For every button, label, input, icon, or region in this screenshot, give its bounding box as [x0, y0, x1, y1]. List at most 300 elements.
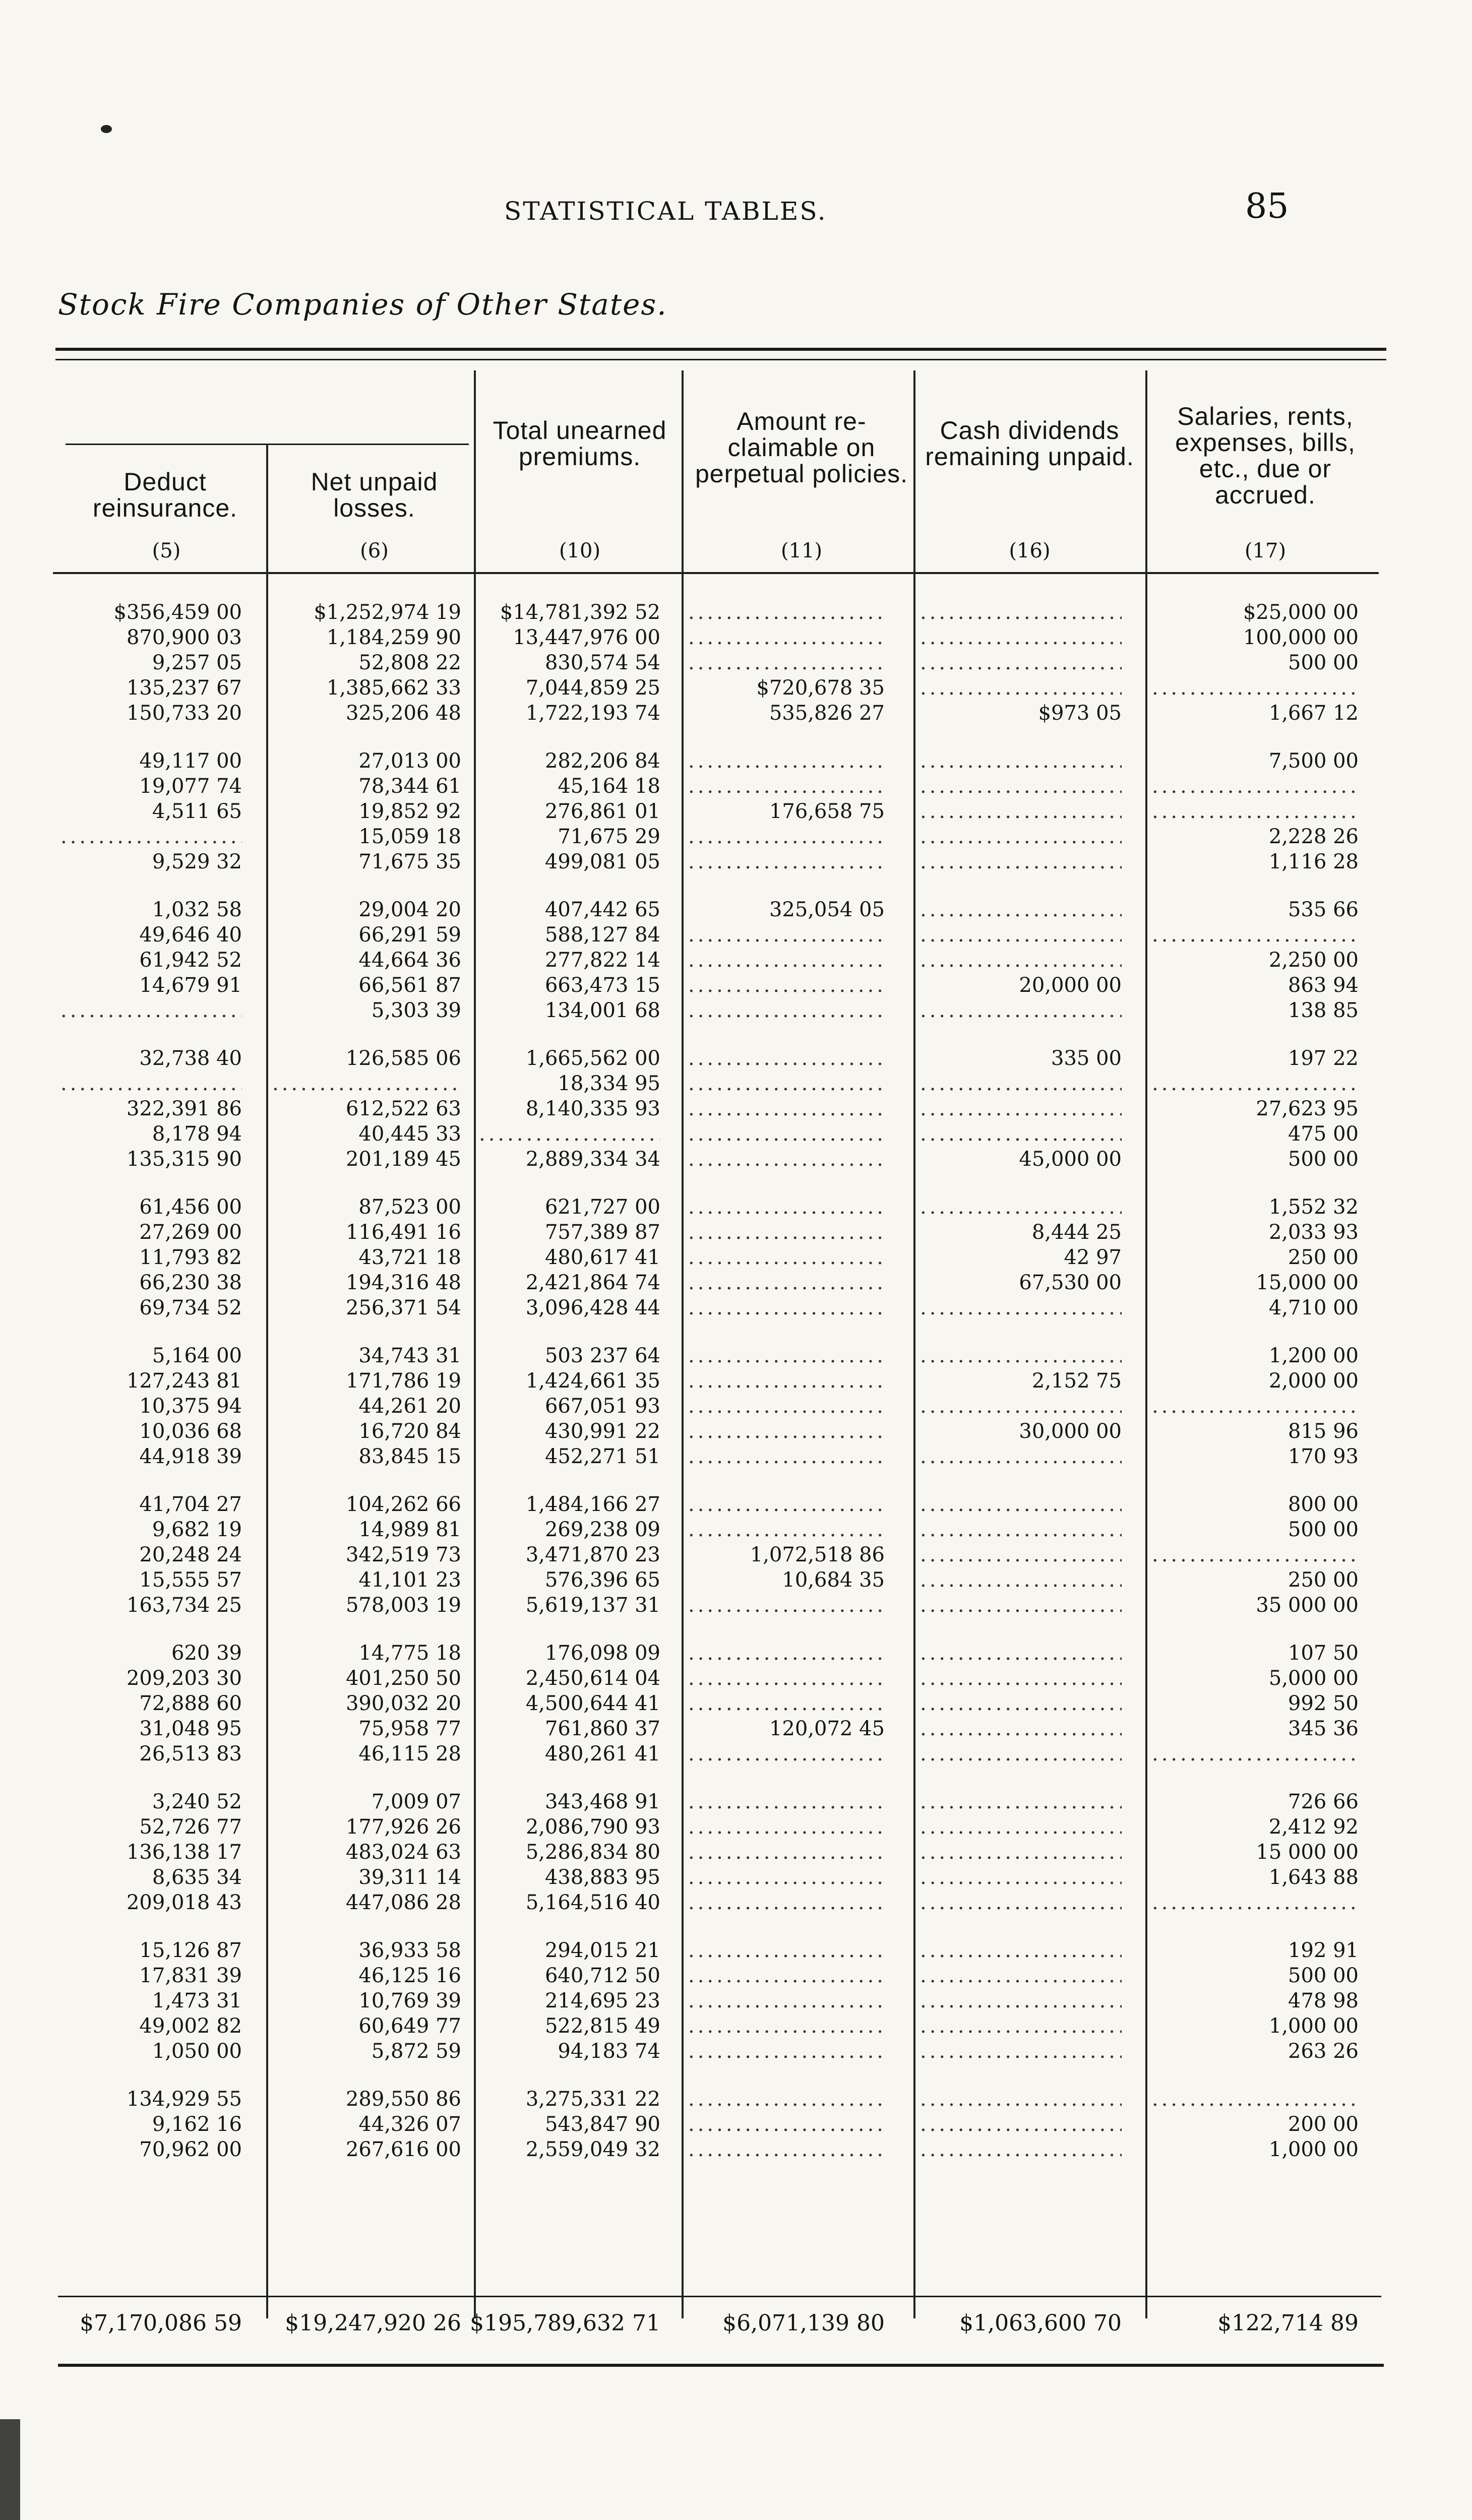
table-cell: 342,519 73 — [345, 1543, 461, 1566]
column-number-5: (5) — [152, 539, 181, 562]
table-cell: 127,243 81 — [126, 1369, 242, 1393]
table-cell: 263 26 — [1288, 2040, 1359, 2063]
column-header-17: Salaries, rents, expenses, bills, etc., due or accrued. — [1175, 402, 1356, 509]
table-cell — [920, 1789, 1122, 1814]
table-cell: 138 85 — [1288, 999, 1359, 1022]
table-cell: 7,500 00 — [1268, 749, 1359, 773]
table-cell: 20,000 00 — [1019, 974, 1122, 997]
table-cell: 2,250 00 — [1268, 949, 1359, 972]
table-cell: 41,704 27 — [139, 1493, 242, 1516]
table-row — [0, 1741, 1472, 1767]
table-cell: 500 00 — [1288, 651, 1359, 674]
table-cell — [920, 1963, 1122, 1988]
table-body — [0, 600, 1472, 2303]
table-cell: $356,459 00 — [113, 601, 242, 624]
table-cell: 9,162 16 — [152, 2113, 242, 2136]
table-cell — [688, 774, 885, 799]
table-cell — [920, 1865, 1122, 1890]
table-cell: 35 000 00 — [1256, 1594, 1359, 1617]
table-cell: 256,371 54 — [345, 1296, 461, 1319]
table-row — [0, 1245, 1472, 1270]
table-cell — [688, 1963, 885, 1988]
table-row — [0, 2112, 1472, 2137]
table-row — [0, 1789, 1472, 1814]
table-cell: 4,710 00 — [1268, 1296, 1359, 1319]
table-cell: 78,344 61 — [358, 775, 461, 798]
table-cell: 522,815 49 — [544, 2014, 660, 2038]
table-cell: $14,781,392 52 — [500, 601, 660, 624]
table-cell: 1,484,166 27 — [525, 1493, 660, 1516]
table-cell: 61,456 00 — [139, 1195, 242, 1219]
table-cell — [60, 824, 242, 849]
table-row — [0, 1890, 1472, 1915]
table-cell — [688, 1343, 885, 1368]
table-cell — [920, 1691, 1122, 1716]
table-cell: 120,072 45 — [769, 1717, 885, 1740]
total-cell: $122,714 89 — [1217, 2310, 1359, 2336]
table-cell: 1,385,662 33 — [326, 676, 461, 700]
table-cell: 830,574 54 — [544, 651, 660, 674]
table-cell — [920, 774, 1122, 799]
table-cell: 15 000 00 — [1256, 1841, 1359, 1864]
table-cell — [688, 1641, 885, 1666]
table-cell — [1152, 1394, 1359, 1419]
table-cell — [920, 2087, 1122, 2112]
table-cell: 5,164 00 — [152, 1344, 242, 1367]
table-row — [0, 600, 1472, 625]
table-cell: 2,450,614 04 — [525, 1667, 660, 1690]
table-cell: 32,738 40 — [139, 1047, 242, 1070]
table-cell — [1152, 1741, 1359, 1767]
table-cell: 8,178 94 — [152, 1122, 242, 1146]
table-cell — [688, 1865, 885, 1890]
table-cell: 3,275,331 22 — [525, 2088, 660, 2111]
table-cell: 8,140,335 93 — [525, 1097, 660, 1120]
table-cell — [920, 1840, 1122, 1865]
table-cell: 543,847 90 — [544, 2113, 660, 2136]
table-cell: 9,682 19 — [152, 1518, 242, 1541]
table-cell: 478 98 — [1288, 1989, 1359, 2012]
table-row — [0, 2137, 1472, 2162]
table-cell: 71,675 35 — [358, 850, 461, 873]
table-cell: 277,822 14 — [544, 949, 660, 972]
table-cell — [920, 600, 1122, 625]
column-number-10: (10) — [559, 539, 601, 562]
table-cell: 401,250 50 — [345, 1667, 461, 1690]
table-cell — [60, 1071, 242, 1096]
table-cell: 49,117 00 — [139, 749, 242, 773]
table-cell: 535,826 27 — [769, 702, 885, 725]
table-cell: 2,152 75 — [1031, 1369, 1122, 1393]
table-cell: 2,000 00 — [1268, 1369, 1359, 1393]
table-row — [0, 1046, 1472, 1071]
table-row — [0, 1593, 1472, 1618]
table-row — [0, 1517, 1472, 1542]
table-cell: 2,086,790 93 — [525, 1815, 660, 1839]
table-cell: 390,032 20 — [345, 1692, 461, 1715]
table-cell: 40,445 33 — [358, 1122, 461, 1146]
table-cell: 757,389 87 — [544, 1221, 660, 1244]
table-cell: 10,769 39 — [358, 1989, 461, 2012]
table-cell: 75,958 77 — [358, 1717, 461, 1740]
table-cell: 483,024 63 — [345, 1841, 461, 1864]
table-cell — [688, 973, 885, 998]
table-cell: 200 00 — [1288, 2113, 1359, 2136]
table-cell — [1152, 675, 1359, 701]
table-cell — [920, 1567, 1122, 1593]
table-row — [0, 1419, 1472, 1444]
table-row — [0, 1641, 1472, 1666]
table-cell: 42 97 — [1064, 1246, 1122, 1269]
table-cell: 2,228 26 — [1268, 825, 1359, 848]
table-cell — [688, 1071, 885, 1096]
table-cell: 1,072,518 86 — [750, 1543, 885, 1566]
page-header — [0, 186, 1472, 247]
table-cell — [1152, 1542, 1359, 1567]
table-row — [0, 1716, 1472, 1741]
table-cell: 480,617 41 — [544, 1246, 660, 1269]
table-cell: 41,101 23 — [358, 1568, 461, 1592]
scan-speck — [101, 125, 112, 133]
page-number: 85 — [1245, 186, 1289, 226]
table-cell: 322,391 86 — [126, 1097, 242, 1120]
table-cell: 475 00 — [1288, 1122, 1359, 1146]
table-cell — [920, 1593, 1122, 1618]
table-cell — [688, 2112, 885, 2137]
table-cell: 66,561 87 — [358, 974, 461, 997]
table-cell — [688, 2087, 885, 2112]
bottom-rule — [58, 2364, 1384, 2367]
table-cell: 27,013 00 — [358, 749, 461, 773]
table-cell — [688, 1394, 885, 1419]
table-row — [0, 1368, 1472, 1394]
table-cell: 447,086 28 — [345, 1891, 461, 1914]
table-cell — [272, 1071, 461, 1096]
column-header-16: Cash dividends remaining unpaid. — [925, 416, 1134, 471]
table-cell: 36,933 58 — [358, 1939, 461, 1962]
table-cell: 499,081 05 — [544, 850, 660, 873]
table-cell: 15,126 87 — [139, 1939, 242, 1962]
table-cell — [688, 1517, 885, 1542]
table-cell: 209,203 30 — [126, 1667, 242, 1690]
table-cell: 250 00 — [1288, 1246, 1359, 1269]
table-cell: 27,623 95 — [1256, 1097, 1359, 1120]
table-row — [0, 897, 1472, 922]
table-cell — [920, 2013, 1122, 2039]
table-cell: 34,743 31 — [358, 1344, 461, 1367]
table-cell: 588,127 84 — [544, 923, 660, 947]
table-cell — [688, 1194, 885, 1220]
column-number-6: (6) — [360, 539, 389, 562]
table-cell: 282,206 84 — [544, 749, 660, 773]
table-cell — [920, 824, 1122, 849]
header-bottom-rule — [53, 572, 1379, 574]
column-header-5: Deduct reinsurance. — [92, 468, 238, 522]
table-cell: 7,044,859 25 — [525, 676, 660, 700]
table-cell — [920, 1741, 1122, 1767]
table-cell — [920, 922, 1122, 948]
table-cell: 1,424,661 35 — [525, 1369, 660, 1393]
table-row — [0, 1814, 1472, 1840]
table-row — [0, 948, 1472, 973]
table-cell: 480,261 41 — [544, 1742, 660, 1766]
table-cell — [920, 748, 1122, 774]
table-cell: 325,206 48 — [345, 702, 461, 725]
table-cell — [920, 1394, 1122, 1419]
table-cell — [1152, 2087, 1359, 2112]
table-row — [0, 625, 1472, 650]
column-header-6: Net unpaid losses. — [311, 468, 438, 522]
table-cell — [1152, 922, 1359, 948]
table-cell: 3,096,428 44 — [525, 1296, 660, 1319]
table-row — [0, 799, 1472, 824]
table-cell — [688, 1691, 885, 1716]
table-cell — [688, 600, 885, 625]
table-cell: 209,018 43 — [126, 1891, 242, 1914]
table-cell — [688, 1593, 885, 1618]
table-cell — [920, 650, 1122, 675]
table-cell: 992 50 — [1288, 1692, 1359, 1715]
table-cell: 13,447,976 00 — [513, 626, 660, 649]
table-cell: 176,658 75 — [769, 800, 885, 823]
table-cell: 49,002 82 — [139, 2014, 242, 2038]
table-cell — [688, 998, 885, 1023]
table-cell — [688, 1270, 885, 1295]
table-cell — [920, 1814, 1122, 1840]
table-cell: 30,000 00 — [1019, 1420, 1122, 1443]
table-cell: 2,889,334 34 — [525, 1148, 660, 1171]
table-cell: 72,888 60 — [139, 1692, 242, 1715]
table-row — [0, 922, 1472, 948]
table-cell — [920, 1343, 1122, 1368]
table-cell — [920, 799, 1122, 824]
table-cell: 5,000 00 — [1268, 1667, 1359, 1690]
table-cell — [688, 2013, 885, 2039]
table-cell: 44,664 36 — [358, 949, 461, 972]
table-cell: 4,500,644 41 — [525, 1692, 660, 1715]
table-cell: 9,257 05 — [152, 651, 242, 674]
table-cell: 276,861 01 — [544, 800, 660, 823]
table-cell: 26,513 83 — [139, 1742, 242, 1766]
total-cell: $195,789,632 71 — [470, 2310, 660, 2336]
table-cell: 8,635 34 — [152, 1866, 242, 1889]
table-cell — [920, 1938, 1122, 1963]
table-row — [0, 1567, 1472, 1593]
table-cell — [688, 1245, 885, 1270]
table-cell: 870,900 03 — [126, 626, 242, 649]
table-cell — [920, 1666, 1122, 1691]
table-cell — [920, 2039, 1122, 2064]
table-cell: 116,491 16 — [345, 1221, 461, 1244]
table-cell — [1152, 774, 1359, 799]
table-row — [0, 1121, 1472, 1147]
table-cell: 194,316 48 — [345, 1271, 461, 1294]
table-cell: 407,442 65 — [544, 898, 660, 921]
table-row — [0, 849, 1472, 874]
table-cell: 45,164 18 — [558, 775, 660, 798]
table-cell: 535 66 — [1288, 898, 1359, 921]
table-cell: 29,004 20 — [358, 898, 461, 921]
table-cell — [920, 625, 1122, 650]
table-row — [0, 2087, 1472, 2112]
table-cell — [688, 922, 885, 948]
table-cell: 1,000 00 — [1268, 2014, 1359, 2038]
table-cell — [688, 1295, 885, 1320]
table-cell — [688, 1368, 885, 1394]
table-cell — [688, 1096, 885, 1121]
table-cell — [920, 849, 1122, 874]
table-row — [0, 1071, 1472, 1096]
table-cell: $973 05 — [1038, 702, 1122, 725]
table-cell: 576,396 65 — [544, 1568, 660, 1592]
column-number-17: (17) — [1244, 539, 1286, 562]
table-cell: 1,667 12 — [1268, 702, 1359, 725]
table-cell: 177,926 26 — [345, 1815, 461, 1839]
top-rule — [55, 348, 1386, 351]
table-cell: 503 237 64 — [544, 1344, 660, 1367]
table-cell: 66,291 59 — [358, 923, 461, 947]
table-cell — [920, 1121, 1122, 1147]
table-cell: 815 96 — [1288, 1420, 1359, 1443]
table-cell: 14,775 18 — [358, 1642, 461, 1665]
table-cell — [920, 897, 1122, 922]
table-cell — [1152, 1890, 1359, 1915]
table-cell: 2,559,049 32 — [525, 2138, 660, 2161]
table-cell: 87,523 00 — [358, 1195, 461, 1219]
table-cell — [920, 1194, 1122, 1220]
table-cell: 134,929 55 — [126, 2088, 242, 2111]
table-cell — [920, 1890, 1122, 1915]
table-cell — [920, 675, 1122, 701]
table-cell — [479, 1121, 660, 1147]
column-number-16: (16) — [1009, 539, 1051, 562]
table-cell — [688, 2137, 885, 2162]
table-row — [0, 1295, 1472, 1320]
table-cell: 214,695 23 — [544, 1989, 660, 2012]
table-cell — [688, 2039, 885, 2064]
table-row — [0, 1691, 1472, 1716]
table-row — [0, 1194, 1472, 1220]
table-cell: 500 00 — [1288, 1964, 1359, 1987]
table-row — [0, 1394, 1472, 1419]
table-row — [0, 1988, 1472, 2013]
table-cell: 126,585 06 — [345, 1047, 461, 1070]
table-cell: 19,852 92 — [358, 800, 461, 823]
table-cell: 5,303 39 — [371, 999, 461, 1022]
table-cell: 325,054 05 — [769, 898, 885, 921]
table-row — [0, 998, 1472, 1023]
table-cell — [688, 625, 885, 650]
table-cell: 5,164,516 40 — [525, 1891, 660, 1914]
table-cell — [688, 824, 885, 849]
table-cell: 663,473 15 — [544, 974, 660, 997]
header-title: STATISTICAL TABLES. — [504, 197, 827, 226]
table-cell — [920, 1517, 1122, 1542]
table-cell: 107 50 — [1288, 1642, 1359, 1665]
table-cell: 667,051 93 — [544, 1395, 660, 1418]
table-cell: $720,678 35 — [756, 676, 885, 700]
table-cell: 269,238 09 — [544, 1518, 660, 1541]
table-cell — [920, 1492, 1122, 1517]
table-cell: 60,649 77 — [358, 2014, 461, 2038]
table-cell: 578,003 19 — [345, 1594, 461, 1617]
table-cell: 20,248 24 — [139, 1543, 242, 1566]
table-cell: 201,189 45 — [345, 1148, 461, 1171]
table-cell — [688, 1666, 885, 1691]
table-cell — [920, 1444, 1122, 1469]
table-cell: 19,077 74 — [139, 775, 242, 798]
table-cell: 343,468 91 — [544, 1790, 660, 1813]
table-row — [0, 1343, 1472, 1368]
column-header-11: Amount re-claimable on perpetual policies. — [695, 407, 908, 488]
table-cell: 66,230 38 — [139, 1271, 242, 1294]
table-cell — [688, 1741, 885, 1767]
table-cell: 31,048 95 — [139, 1717, 242, 1740]
table-cell: 18,334 95 — [558, 1072, 660, 1095]
table-cell: 2,421,864 74 — [525, 1271, 660, 1294]
table-cell: 136,138 17 — [126, 1841, 242, 1864]
table-cell — [688, 1890, 885, 1915]
table-cell: 52,808 22 — [358, 651, 461, 674]
top-rule-thin — [55, 359, 1386, 360]
table-cell: 335 00 — [1051, 1047, 1122, 1070]
table-cell: 640,712 50 — [544, 1964, 660, 1987]
table-cell — [60, 998, 242, 1023]
table-cell: 69,734 52 — [139, 1296, 242, 1319]
table-cell: 135,315 90 — [126, 1148, 242, 1171]
table-cell: 94,183 74 — [558, 2040, 660, 2063]
table-row — [0, 2039, 1472, 2064]
table-cell: 70,962 00 — [139, 2138, 242, 2161]
table-cell: $25,000 00 — [1243, 601, 1359, 624]
table-cell — [920, 1295, 1122, 1320]
table-row — [0, 973, 1472, 998]
table-cell: 192 91 — [1288, 1939, 1359, 1962]
table-row — [0, 1963, 1472, 1988]
table-cell: 438,883 95 — [544, 1866, 660, 1889]
table-cell: 100,000 00 — [1243, 626, 1359, 649]
table-cell: 17,831 39 — [139, 1964, 242, 1987]
table-cell: 171,786 19 — [345, 1369, 461, 1393]
table-cell: 267,616 00 — [345, 2138, 461, 2161]
table-cell: 134,001 68 — [544, 999, 660, 1022]
table-cell — [920, 1096, 1122, 1121]
table-cell — [920, 1071, 1122, 1096]
table-cell — [688, 1492, 885, 1517]
table-cell: 289,550 86 — [345, 2088, 461, 2111]
table-cell: 5,872 59 — [371, 2040, 461, 2063]
table-cell — [920, 2137, 1122, 2162]
table-cell — [920, 1641, 1122, 1666]
table-cell: 500 00 — [1288, 1518, 1359, 1541]
table-cell: 16,720 84 — [358, 1420, 461, 1443]
table-cell: 5,286,834 80 — [525, 1841, 660, 1864]
table-cell: 1,000 00 — [1268, 2138, 1359, 2161]
table-cell — [688, 1121, 885, 1147]
table-cell: $1,252,974 19 — [314, 601, 461, 624]
table-cell: 52,726 77 — [139, 1815, 242, 1839]
total-cell: $7,170,086 59 — [80, 2310, 242, 2336]
table-cell — [688, 1147, 885, 1172]
table-cell: 1,032 58 — [152, 898, 242, 921]
table-cell: 2,412 92 — [1268, 1815, 1359, 1839]
table-cell — [688, 748, 885, 774]
table-cell: 163,734 25 — [126, 1594, 242, 1617]
table-cell — [688, 1444, 885, 1469]
table-cell: 621,727 00 — [544, 1195, 660, 1219]
column-header-10: Total unearned premiums. — [493, 416, 667, 471]
table-cell — [920, 1542, 1122, 1567]
